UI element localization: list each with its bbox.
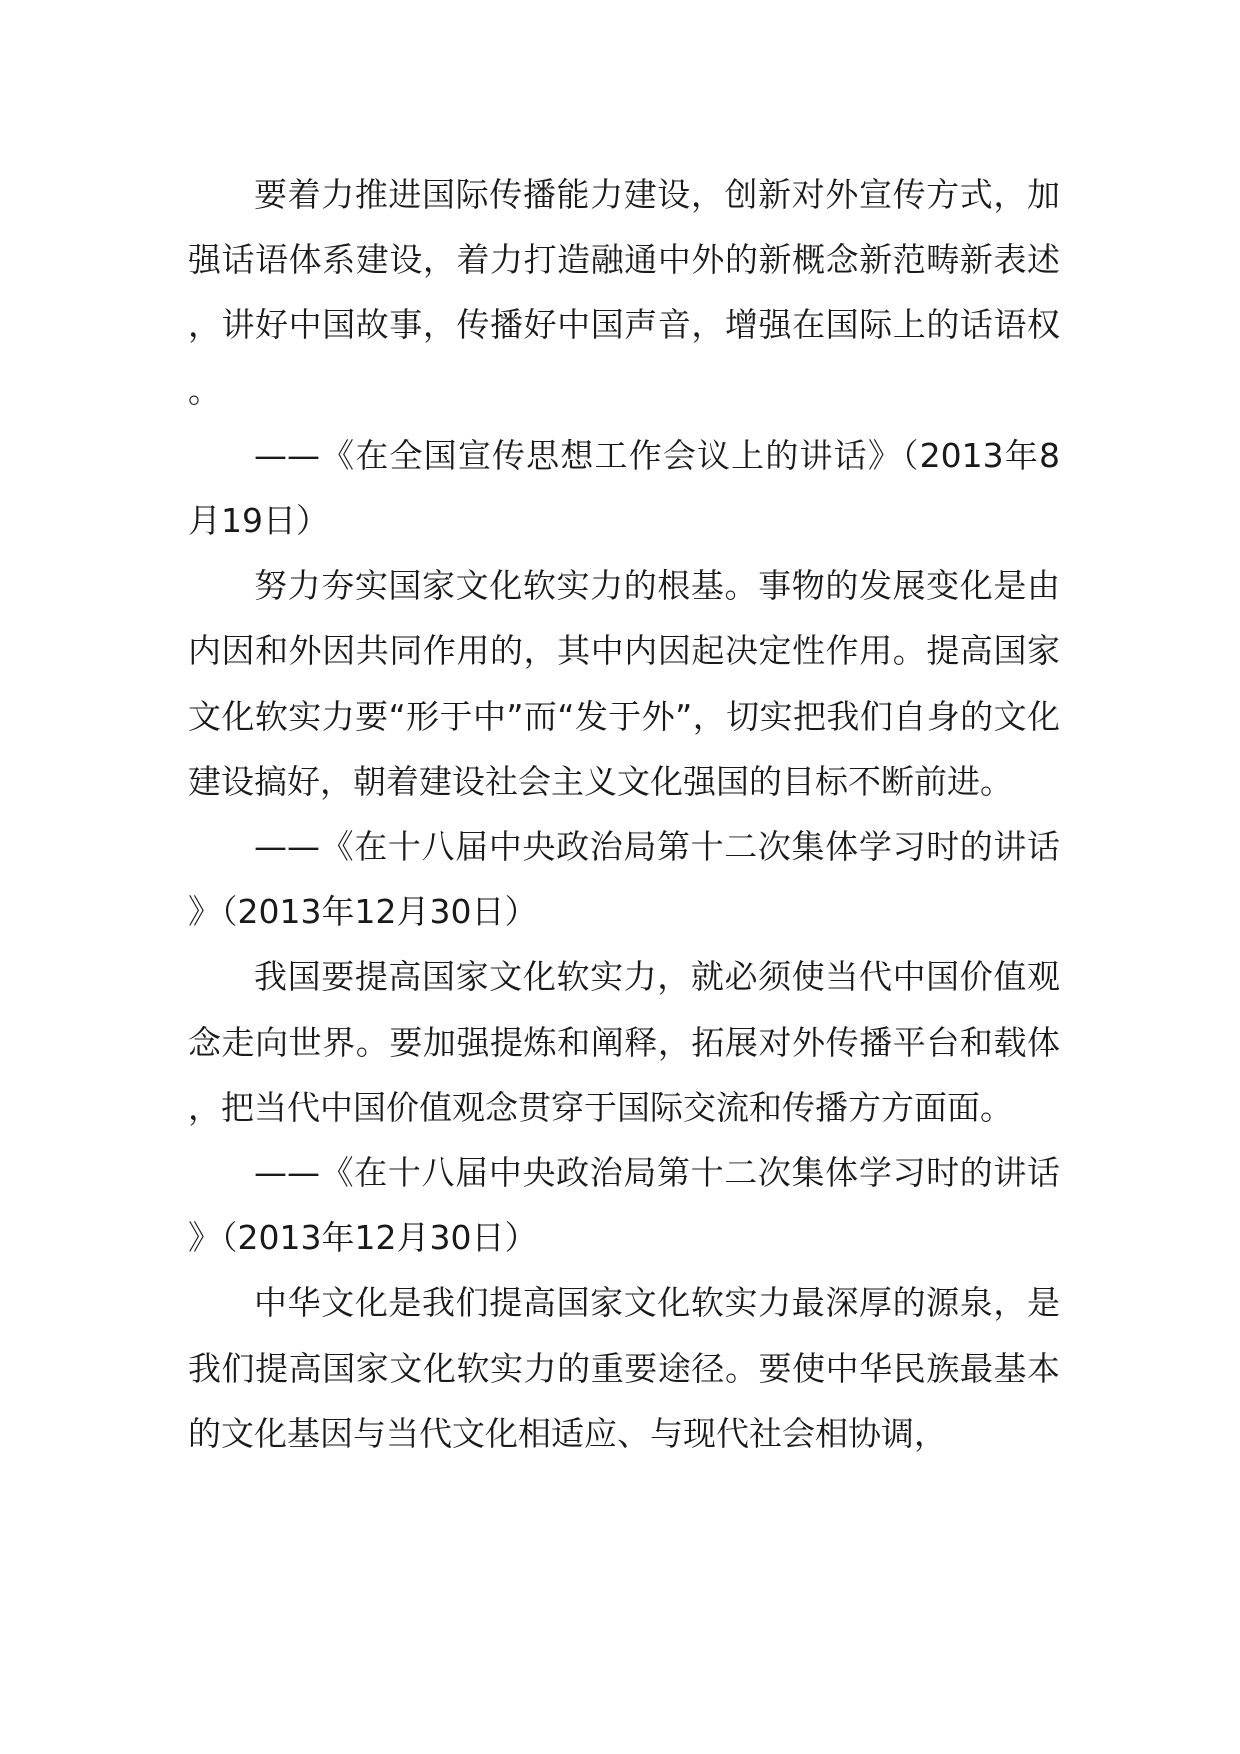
body-paragraph: 要着力推进国际传播能力建设，创新对外宣传方式，加强话语体系建设，着力打造融通中外的新概念新范畴新表述，讲好中国故事，传播好中国声音，增强在国际上的话语权。	[188, 175, 1060, 410]
source-citation: ——《在十八届中央政治局第十二次集体学习时的讲话》（2013年12月30日）	[188, 1153, 1060, 1258]
source-citation: ——《在十八届中央政治局第十二次集体学习时的讲话》（2013年12月30日）	[188, 827, 1060, 932]
body-paragraph: 中华文化是我们提高国家文化软实力最深厚的源泉，是我们提高国家文化软实力的重要途径。要使中华民族最基本的文化基因与当代文化相适应、与现代社会相协调，	[188, 1283, 1060, 1453]
body-paragraph: 我国要提高国家文化软实力，就必须使当代中国价值观念走向世界。要加强提炼和阐释，拓展对外传播平台和载体，把当代中国价值观念贯穿于国际交流和传播方方面面。	[188, 957, 1060, 1127]
body-paragraph: 努力夯实国家文化软实力的根基。事物的发展变化是由内因和外因共同作用的，其中内因起决定性作用。提高国家文化软实力要“形于中”而“发于外”，切实把我们自身的文化建设搞好，朝着建设社会主义文化强国的目标不断前进。	[188, 566, 1060, 801]
source-citation: ——《在全国宣传思想工作会议上的讲话》（2013年8月19日）	[188, 435, 1060, 541]
document-body	[188, 162, 1060, 1466]
